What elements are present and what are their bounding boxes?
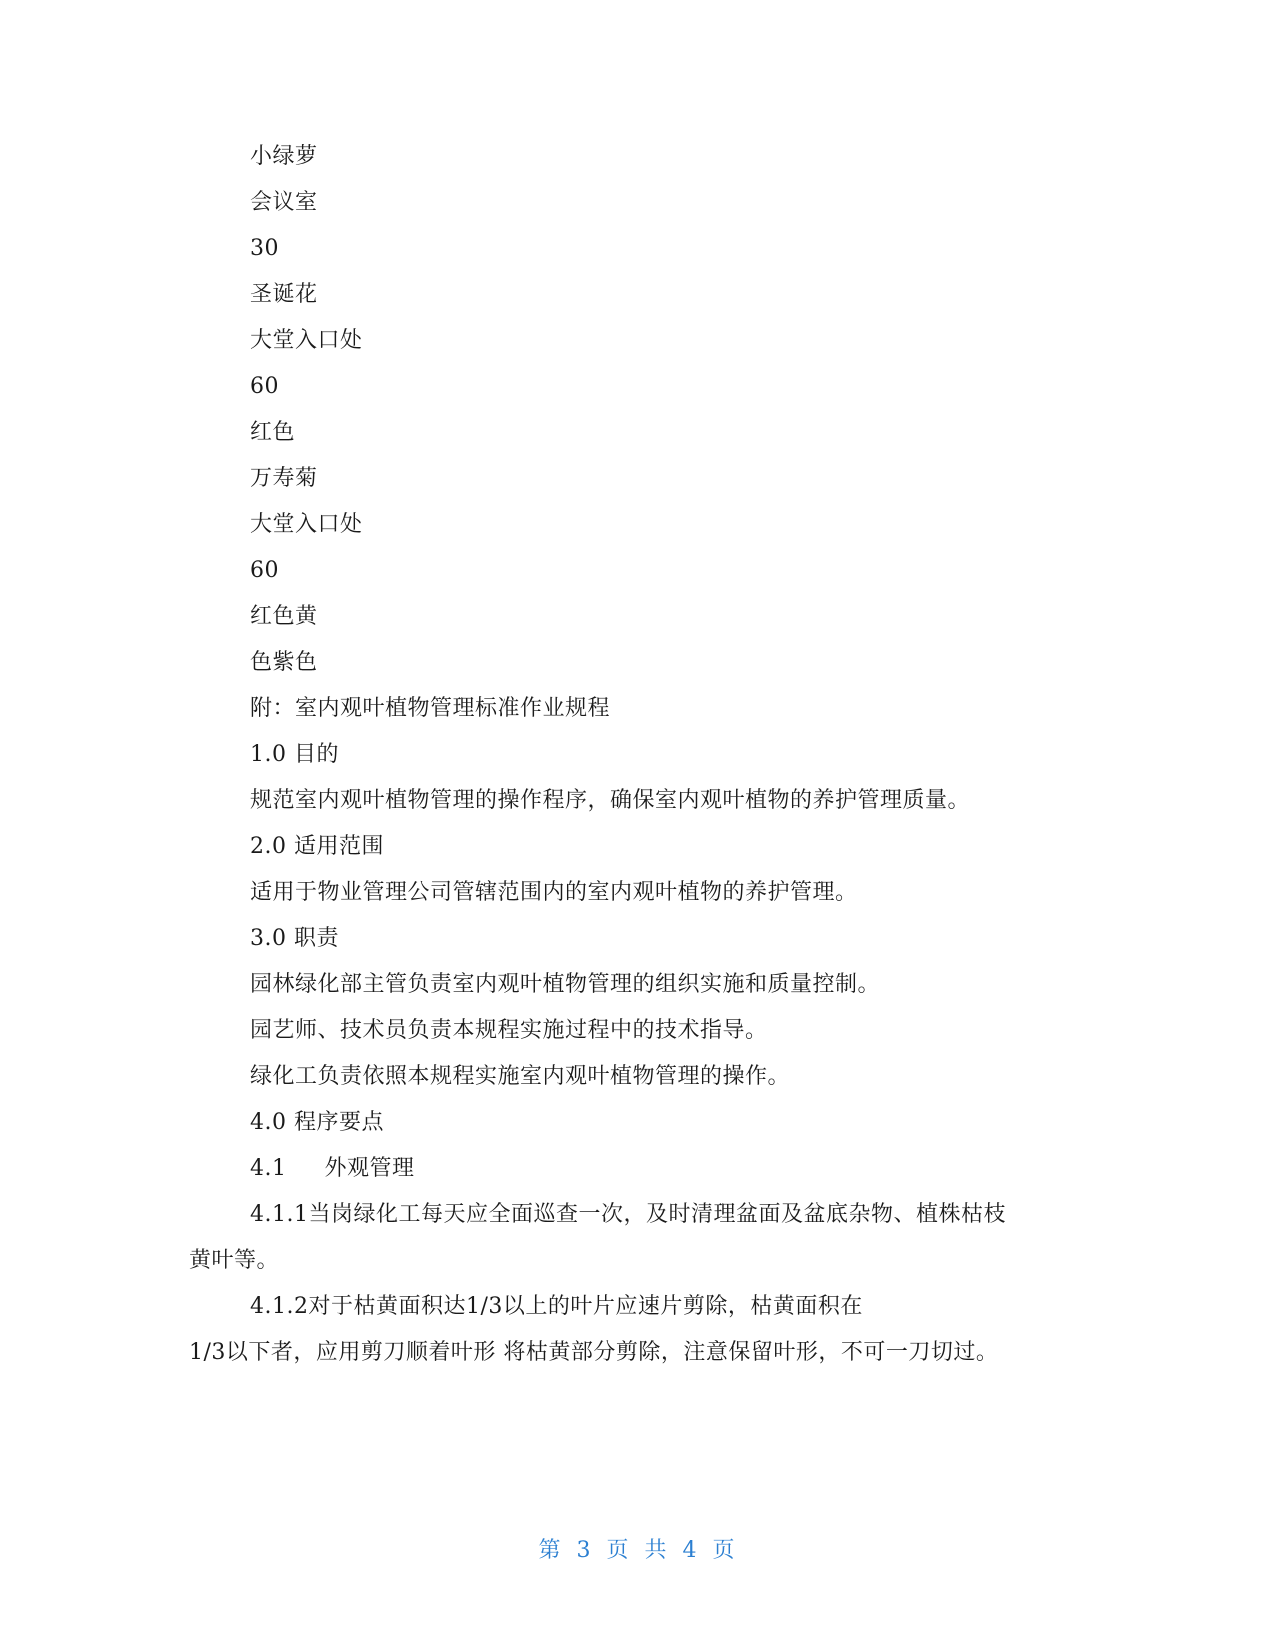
plant-name: 圣诞花 <box>250 282 318 307</box>
footer-page-unit: 页 <box>606 1538 631 1563</box>
footer-total-pages: 4 <box>682 1538 699 1563</box>
plant-location: 大堂入口处 <box>250 512 363 537</box>
footer-page-unit: 页 <box>712 1538 737 1563</box>
subsection-title: 外观管理 <box>324 1156 415 1181</box>
subsection-number: 4.1 <box>250 1156 287 1181</box>
section-heading-scope: 2.0 适用范围 <box>250 834 384 859</box>
section-heading-procedure: 4.0 程序要点 <box>250 1110 384 1135</box>
footer-page-label: 第 <box>538 1538 563 1563</box>
appendix-title: 附：室内观叶植物管理标准作业规程 <box>250 696 611 721</box>
plant-quantity: 30 <box>250 236 279 261</box>
plant-name: 万寿菊 <box>250 466 318 491</box>
footer-current-page: 3 <box>576 1538 593 1563</box>
duty-item: 园林绿化部主管负责室内观叶植物管理的组织实施和质量控制。 <box>250 972 881 997</box>
plant-location: 大堂入口处 <box>250 328 363 353</box>
paragraph-line: 4.1.2对于枯黄面积达1/3以上的叶片应速片剪除，枯黄面积在 <box>250 1294 863 1319</box>
paragraph-line: 4.1.1当岗绿化工每天应全面巡查一次，及时清理盆面及盆底杂物、植株枯枝 <box>250 1202 1006 1227</box>
plant-color-continued: 色紫色 <box>250 650 318 675</box>
section-heading-duties: 3.0 职责 <box>250 926 339 951</box>
duty-item: 园艺师、技术员负责本规程实施过程中的技术指导。 <box>250 1018 768 1043</box>
plant-color: 红色黄 <box>250 604 318 629</box>
section-text-purpose: 规范室内观叶植物管理的操作程序，确保室内观叶植物的养护管理质量。 <box>250 788 971 813</box>
duty-item: 绿化工负责依照本规程实施室内观叶植物管理的操作。 <box>250 1064 791 1089</box>
plant-name: 小绿萝 <box>250 144 318 169</box>
plant-location: 会议室 <box>250 190 318 215</box>
paragraph-line: 黄叶等。 <box>189 1248 280 1273</box>
section-heading-purpose: 1.0 目的 <box>250 742 339 767</box>
paragraph-line: 1/3以下者，应用剪刀顺着叶形 将枯黄部分剪除，注意保留叶形，不可一刀切过。 <box>189 1340 999 1365</box>
footer-total-label: 共 <box>644 1538 669 1563</box>
subsection-heading <box>250 1154 415 1184</box>
plant-quantity: 60 <box>250 374 279 399</box>
section-text-scope: 适用于物业管理公司管辖范围内的室内观叶植物的养护管理。 <box>250 880 858 905</box>
page-footer <box>0 1536 1275 1566</box>
plant-quantity: 60 <box>250 558 279 583</box>
plant-color: 红色 <box>250 420 296 445</box>
